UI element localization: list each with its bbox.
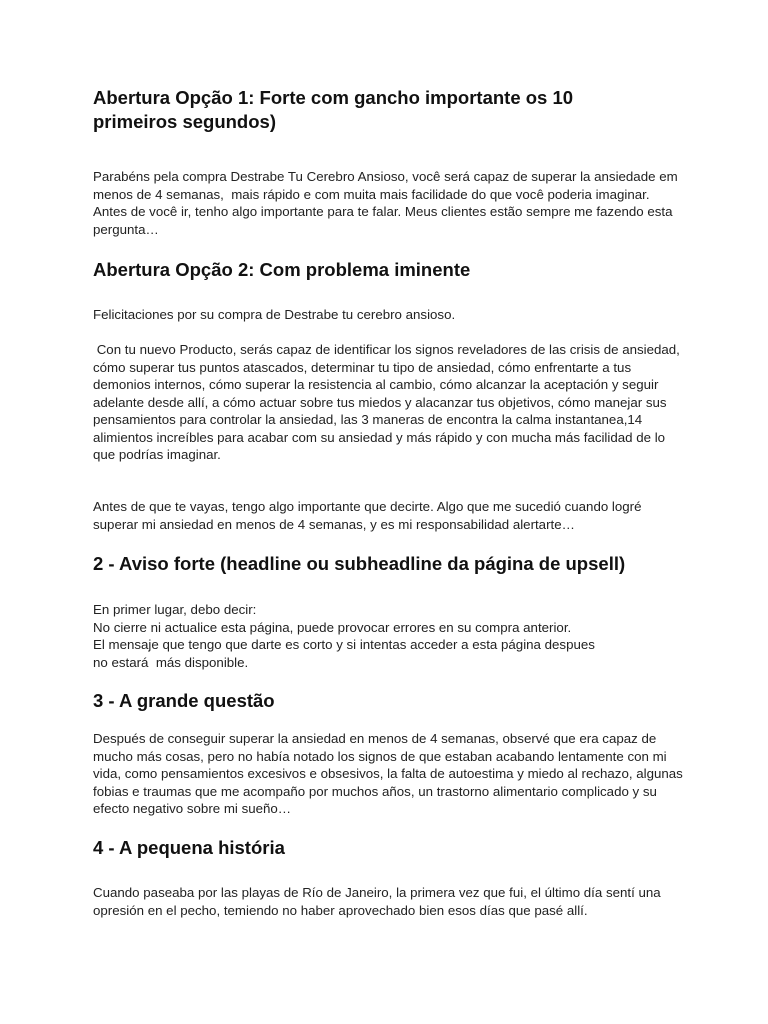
paragraph-product-benefits: Con tu nuevo Producto, serás capaz de identificar los signos reveladores de las crisis de ansiedad, cómo superar tus puntos atascados, determinar tu tipo de ansiedad, cómo enfrentarte a tus demonios internos, cómo superar la resistencia al cambio, cómo alcanzar la aceptación y seguir adelante desde allí, a cómo actuar sobre tus miedos y alacanzar tus objetivos, cómo manejar sus pensamientos para controlar la ansiedad, las 3 maneras de encontra la calma instantanea,14 alimientos increíbles para acabar com su ansiedad y más rápido y con mucha más facilidad de lo que podrías imaginar. — [93, 342, 684, 462]
heading-opening-option-1: Abertura Opção 1: Forte com gancho importante os 10 primeiros segundos) — [93, 87, 574, 132]
paragraph-congratulations: Felicitaciones por su compra de Destrabe tu cerebro ansioso. — [93, 307, 456, 322]
paragraph-warning: En primer lugar, debo decir: No cierre ni actualice esta página, puede provocar errores en su compra anterior. El mensaje que tengo que darte es corto y si intentas acceder a esta página despues no estará más disponible. — [93, 602, 595, 670]
heading-small-story: 4 - A pequena história — [93, 837, 285, 858]
heading-opening-option-2: Abertura Opção 2: Com problema iminente — [93, 259, 471, 280]
paragraph-before-you-go: Antes de que te vayas, tengo algo importante que decirte. Algo que me sucedió cuando logré superar mi ansiedad en menos de 4 semanas, y es mi responsabilidad alertarte… — [93, 499, 646, 532]
paragraph-opening-option-1: Parabéns pela compra Destrabe Tu Cerebro Ansioso, você será capaz de superar la ansiedade em menos de 4 semanas, mais rápido e com muita mais facilidade do que você poderia imaginar. Antes de você ir, tenho algo importante para te falar. Meus clientes estão sempre me fazendo esta pergunta… — [93, 169, 682, 237]
paragraph-small-story: Cuando paseaba por las playas de Río de Janeiro, la primera vez que fui, el último día sentí una opresión en el pecho, temiendo no haber aprovechado bien esos días que pasé allí. — [93, 885, 665, 918]
heading-strong-warning: 2 - Aviso forte (headline ou subheadline da página de upsell) — [93, 553, 626, 574]
paragraph-big-question: Después de conseguir superar la ansiedad en menos de 4 semanas, observé que era capaz de mucho más cosas, pero no había notado los signos de que estaban acabando lentamente con mi vida, como pensamientos excesivos e obsesivos, la falta de autoestima y miedo al rechazo, algunas fobias e traumas que me acompaño por muchos años, un trastorno alimentario complicado y su efecto negativo sobre mi sueño… — [93, 731, 687, 816]
heading-big-question: 3 - A grande questão — [93, 690, 275, 711]
